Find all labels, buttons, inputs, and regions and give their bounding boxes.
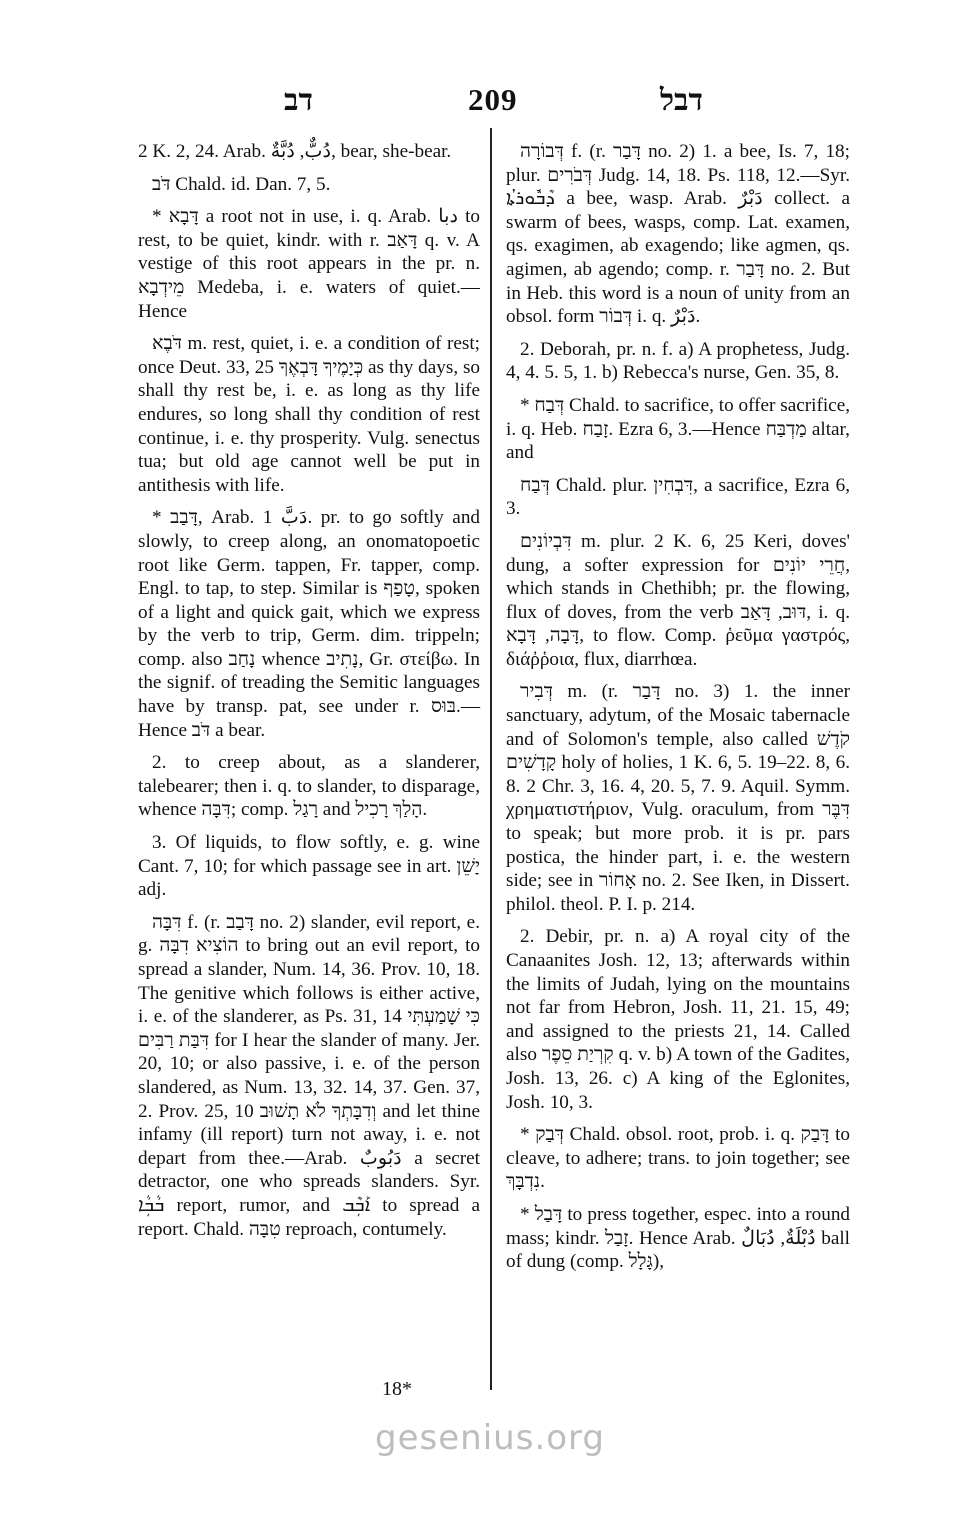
site-watermark: gesenius.org: [375, 1418, 605, 1458]
entry-paragraph: 2. Deborah, pr. n. f. a) A prophetess, Judg. 4, 4. 5. 5, 1. b) Rebecca's nurse, Gen. 35, 8.: [506, 338, 850, 384]
entry-paragraph: * דָּבַל to press together, espec. into a round mass; kindr. זָבַל. Hence Arab. دُبْلَةٌ, دُبَالٌ ball of dung (comp. גָּלָל),: [506, 1203, 851, 1273]
left-column: [138, 140, 480, 1250]
entry-paragraph: * דְּבַק Chald. obsol. root, prob. i. q. דָּבַק to cleave, to adhere; trans. to join together; see נִדְבָּךְ.: [506, 1124, 850, 1193]
entry-paragraph: דְּבוֹרָה f. (r. דָּבַר no. 2) 1. a bee, Is. 7, 18; plur. דְּבֹרִים Judg. 14, 18. Ps. 118, 12.—Syr. ܕܶܒܽܘܪܬܳܐ a bee, wasp. Arab. دَبْرٌ collect. a swarm of bees, wasps, comp. Lat. examen, qs. exagimen, ab exagendo; like agmen, qs. agimen, ab agendo; comp. r. דָּבַר no. 2. But in Heb. this word is a noun of unity from an obsol. form דְּבוֹר i. q. دَبْرٌ.: [506, 141, 851, 328]
entry-paragraph: 2. to creep about, as a slanderer, talebearer; then i. q. to slander, to disparage, whence דִּבָּה; comp. רָגַל and הָלַךְ רָכִיל.: [138, 752, 480, 821]
column-divider: [490, 128, 492, 1390]
entry-paragraph: * דְּבַח Chald. to sacrifice, to offer sacrifice, i. q. Heb. זָבַח. Ezra 6, 3.—Hence מַדְבַּח altar, and: [506, 394, 851, 464]
entry-paragraph: * דָּבַב, Arab. دَبَّ 1. pr. to go softly and slowly, to creep along, an onomatopoetic root like Germ. tappen, Fr. tapper, comp. Engl. to tap, to step. Similar is טָפַף, spoken of a light and quick gait, which we express by the verb to trip, Germ. dim. trippeln; comp. also נָחַב whence נָתִיב, Gr. στείβω. In the signif. of treading the Semitic languages have by transp. pat, see under r. בּוּס.—Hence דֹּב a bear.: [138, 507, 481, 741]
entry-paragraph: 2. Debir, pr. n. a) A royal city of the Canaanites Josh. 12, 13; afterwards within the limits of Judah, lying on the mountains not far from Hebron, Josh. 11, 21. 15, 49; and assigned to the priests 21, 14. Called also קִרְיַת סֵפֶר q. v. b) A town of the Gadites, Josh. 13, 26. c) A king of the Eglonites, Josh. 10, 3.: [506, 926, 850, 1113]
entry-paragraph: 2 K. 2, 24. Arab. دُبٌّ, دُبَّةٌ, bear, she-bear.: [138, 141, 452, 162]
running-head: [0, 84, 980, 124]
entry-paragraph: דִּבָּה f. (r. דָּבַב no. 2) slander, evil report, e. g. הוֹצִיא דִבָּה to bring out an evil report, to spread a slander, Num. 14, 36. Prov. 10, 18. The genitive which follows is either active, i. e. of the slanderer, as Ps. 31, 14 כִּי שָׁמַעְתִּי דִּבַּת רַבִּים for I hear the slander of many. Jer. 20, 10; or also passive, i. e. of the person slandered, as Num. 13, 32. 14, 37. Gen. 37, 2. Prov. 25, 10 וְדִבָּתְךָ לֹא תָשׁוּב and let thine infamy (ill report) turn not away, i. e. not depart from thee.—Arab. دَبُوبٌ a secret detractor, one who spreads slanders. Syr. ܒܵܒܼܵܐ report, rumor, and ܐܰܒܼܶܒ to spread a report. Chald. טִבָּה reproach, contumely.: [138, 911, 480, 1240]
signature-mark: 18*: [382, 1378, 412, 1400]
entry-paragraph: דְּבַח Chald. plur. דִּבְחִין, a sacrifice, Ezra 6, 3.: [506, 474, 850, 520]
running-head-right: דבל: [660, 84, 703, 117]
entry-paragraph: דְּבִיר m. (r. דָּבַר no. 3) 1. the inner sanctuary, adytum, of the Mosaic tabernacle and of Solomon's temple, also called קֹדֶשׁ קָדָשִׁים holy of holies, 1 K. 6, 5. 19–22. 8, 6. 8. 2 Chr. 3, 16. 4, 20. 5, 7. 9. Aquil. Symm. χρηματιστήριον, Vulg. oraculum, from דִּבֶּר to speak; but more prob. it is pr. pars postica, the hinder part, i. e. the western side; see in אָחוֹר no. 2. See Iken, in Dissert. philol. theol. P. I. p. 214.: [506, 681, 850, 915]
entry-paragraph: 3. Of liquids, to flow softly, e. g. wine Cant. 7, 10; for which passage see in art. יָשֵׁן adj.: [138, 832, 480, 901]
right-column: [506, 140, 850, 1283]
entry-paragraph: דִּבְיוֹנִים m. plur. 2 K. 6, 25 Keri, doves' dung, a softer expression for חֲרֵי יוֹנִים, which stands in Chethibh; pr. the flowing, flux of doves, from the verb דּוּב, דָּאַב, i. q. דָּבָה, דָּבָא, to flow. Comp. ῥεῦμα γαστρός, διάῤῥοια, flux, diarrhœa.: [506, 530, 851, 670]
entry-paragraph: דֹּבֶא m. rest, quiet, i. e. a condition of rest; once Deut. 33, 25 כְּיָמֶיךָ דָּבְאֶךָ as thy days, so shall thy rest be, i. e. as long as thy life endures, so long shall thy condition of rest continue, i. e. thy prosperity. Vulg. senectus tua; but old age cannot well be put in antithesis with life.: [138, 333, 480, 496]
running-head-left: דב: [284, 84, 313, 117]
entry-paragraph: דֹּב Chald. id. Dan. 7, 5.: [152, 173, 331, 195]
entry-paragraph: * דָּבָא a root not in use, i. q. Arab. دبا to rest, to be quiet, kindr. with r. דָּאַב q. v. A vestige of this root appears in the pr. n. מֵידְבָא Medeba, i. e. waters of quiet.—Hence: [138, 206, 481, 322]
page-number: 209: [468, 82, 518, 117]
